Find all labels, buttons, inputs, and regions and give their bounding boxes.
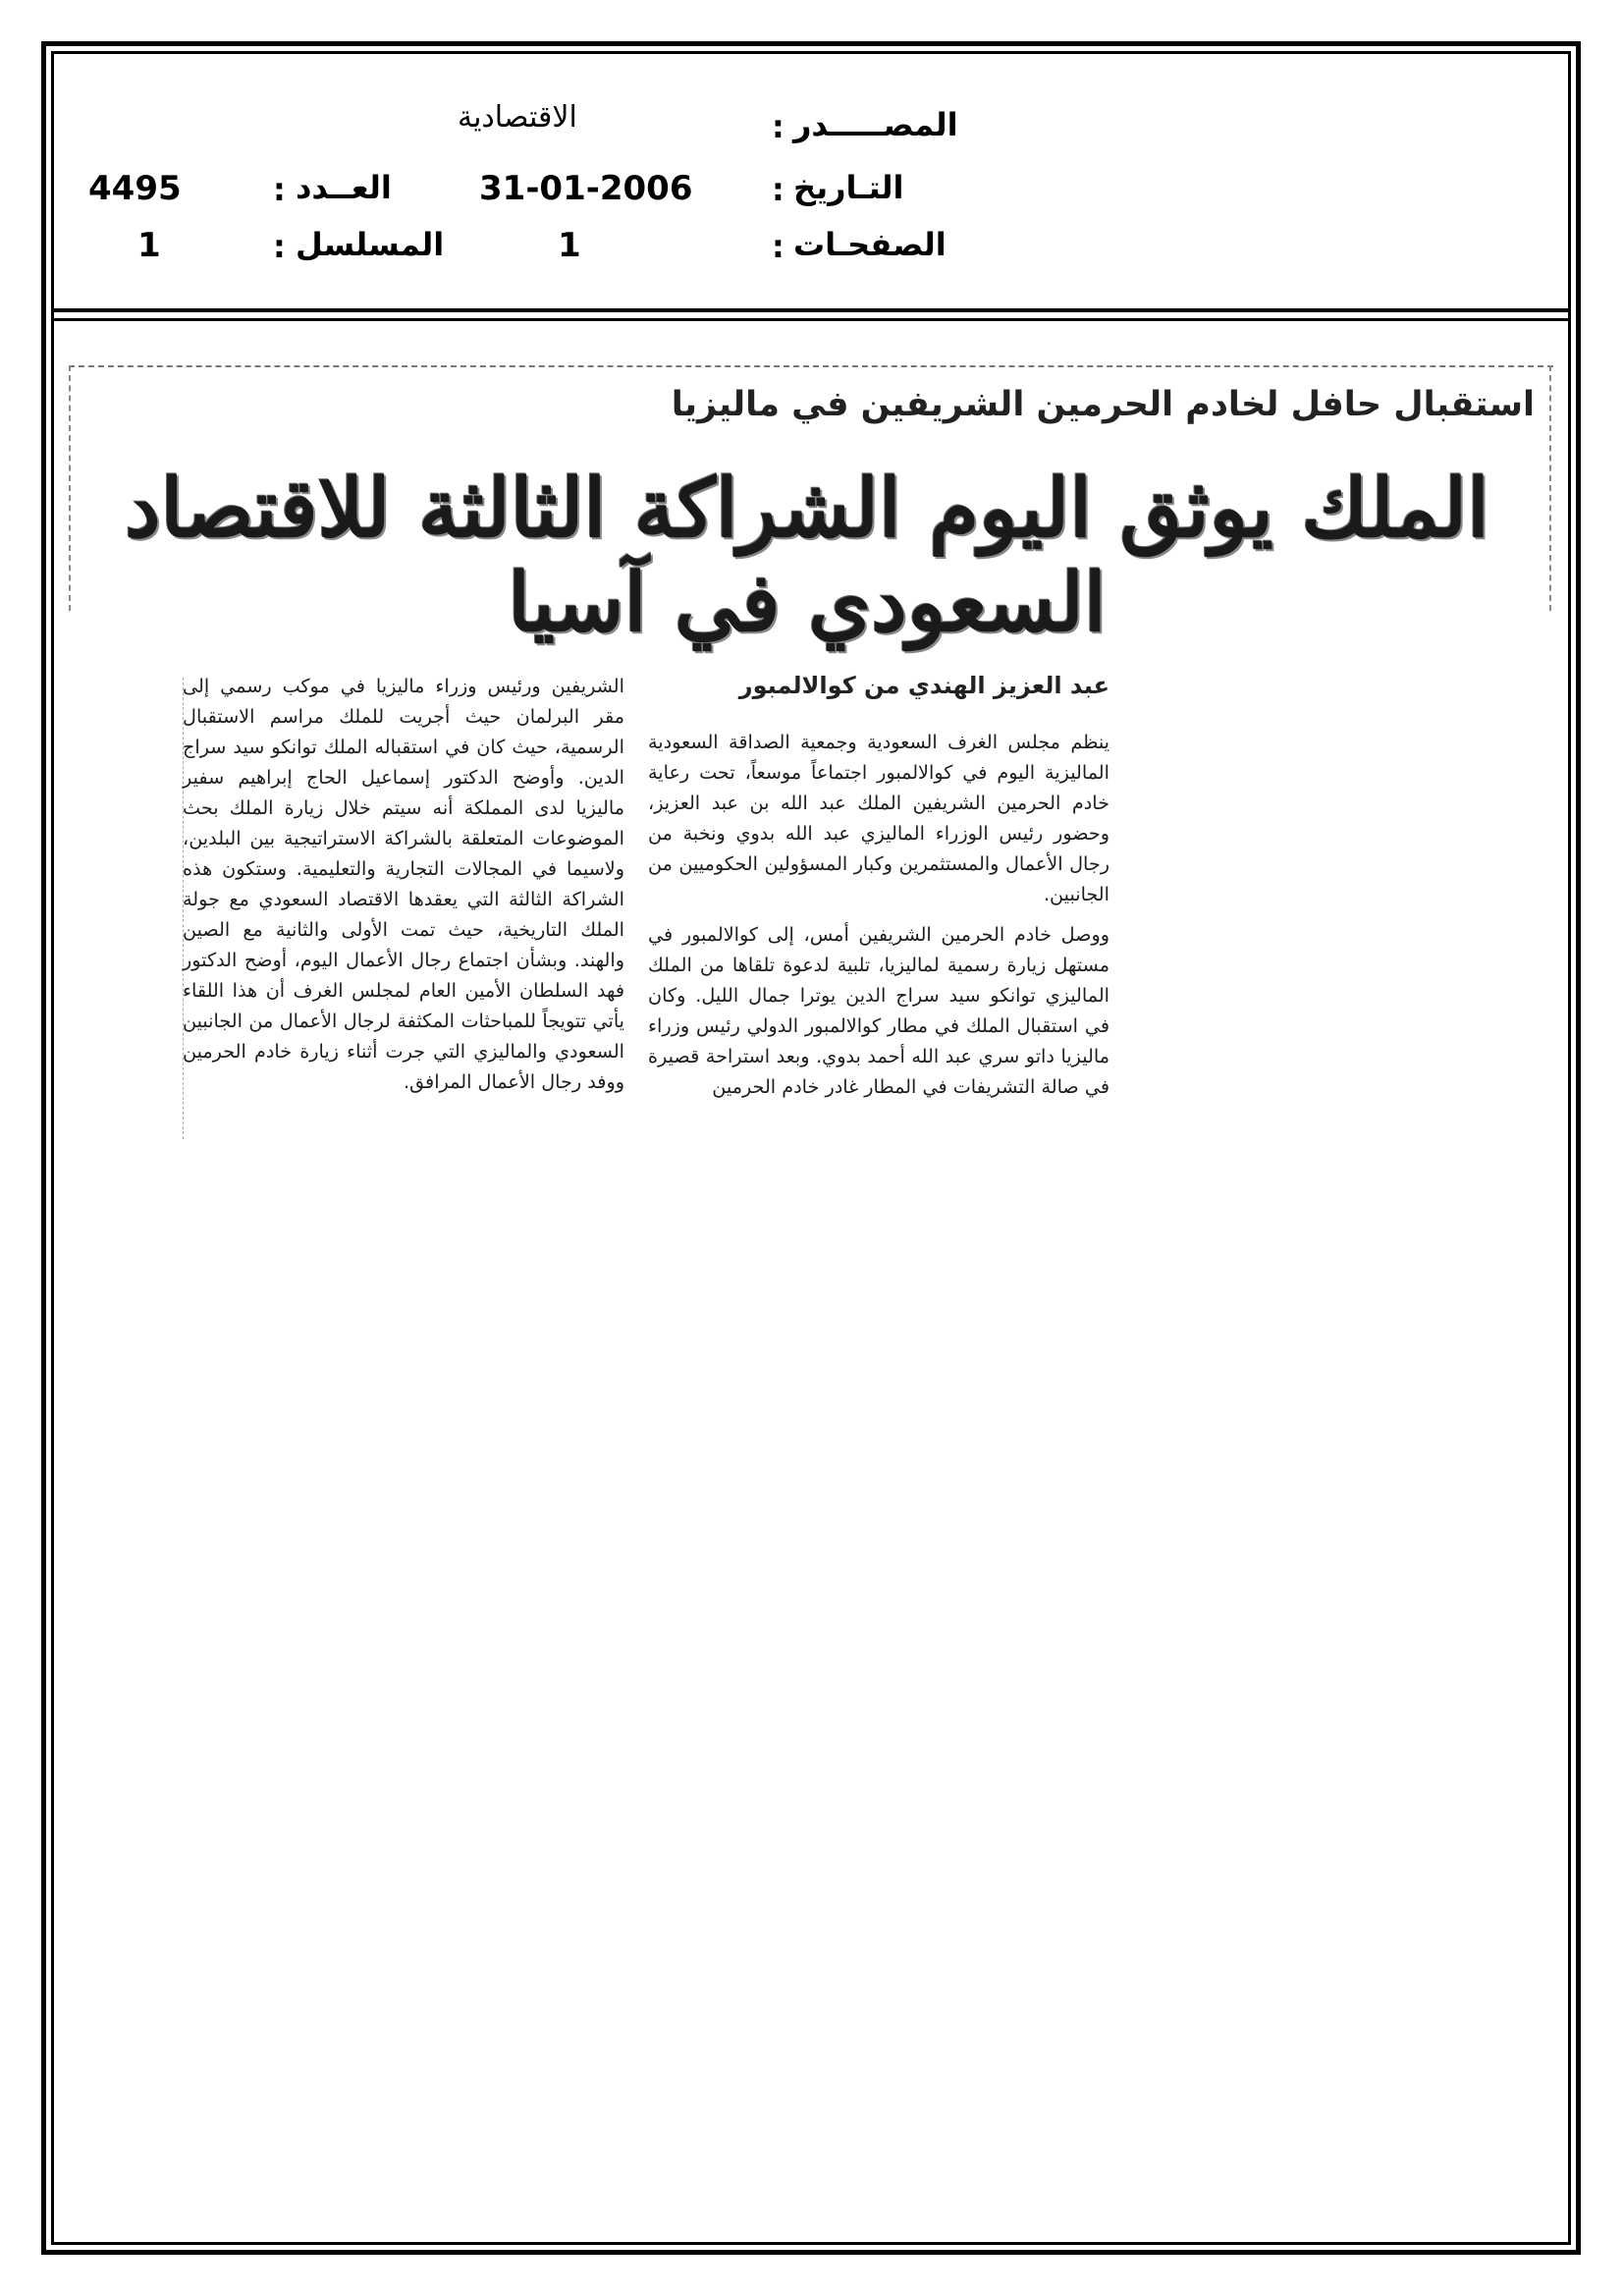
source-colon: : (772, 108, 784, 145)
article-byline: عبد العزيز الهندي من كوالالمبور (738, 672, 1109, 699)
date-label: التـاريخ (793, 169, 904, 206)
clipping-edge-top (69, 365, 1553, 367)
serial-colon: : (273, 228, 286, 265)
date-value: 31-01-2006 (479, 169, 693, 208)
paragraph: ينظم مجلس الغرف السعودية وجمعية الصداقة السعودية الماليزية اليوم في كوالالمبور اجتماعاً موسعاً، تحت رعاية خادم الحرمين الشريفين الملك عبد الله بن عبد العزيز، وحضور رئيس الوزراء الماليزي عبد الله بدوي ونخبة من رجال الأعمال والمستثمرين وكبار المسؤولين الحكوميين من الجانبين. (648, 731, 1109, 905)
paragraph: الشريفين ورئيس وزراء ماليزيا في موكب رسمي إلى مقر البرلمان حيث أجريت للملك مراسم الاستقبال الرسمية، حيث كان في استقباله الملك توانكو سيد سراج الدين. وأوضح الدكتور إسماعيل الحاج إبراهيم سفير ماليزيا لدى المملكة أنه سيتم خلال زيارة الملك بحث الموضوعات المتعلقة بالشراكة الاستراتيجية بين البلدين، ولاسيما في المجالات التجارية والتعليمية. وستكون هذه الشراكة الثالثة التي يعقدها الاقتصاد السعودي مع جولة الملك التاريخية، حيث تمت الأولى والثانية مع الصين والهند. وبشأن اجتماع رجال الأعمال اليوم، أوضح الدكتور فهد السلطان الأمين العام لمجلس الغرف أن هذا اللقاء يأتي تتويجاً للمباحثات المكثفة لرجال الأعمال من الجانبين السعودي والماليزي التي جرت أثناء زيارة خادم الحرمين ووفد رجال الأعمال المرافق. (183, 675, 624, 1093)
inner-frame (51, 51, 1571, 2245)
serial-label: المسلسل (296, 226, 445, 263)
clipping-edge-right (1549, 365, 1551, 611)
date-colon: : (772, 171, 784, 208)
article-column-right (648, 727, 1109, 1102)
article-headline: الملك يوثق اليوم الشراكة الثالثة للاقتصاد السعودي في آسيا (125, 462, 1489, 650)
header-divider (51, 308, 1571, 312)
source-label: المصـــــدر (793, 106, 958, 143)
article-column-left (183, 671, 624, 1097)
issue-colon: : (273, 171, 286, 208)
paragraph: ووصل خادم الحرمين الشريفين أمس، إلى كوالالمبور في مستهل زيارة رسمية لماليزيا، تلبية لدعوة تلقاها من الملك الماليزي توانكو سيد سراج الدين يوترا جمال الليل. وكان في استقبال الملك في مطار كوالالمبور الدولي رئيس وزراء ماليزيا داتو سري عبد الله أحمد بدوي. وبعد استراحة قصيرة في صالة التشريفات في المطار غادر خادم الحرمين (648, 923, 1109, 1098)
pages-label: الصفحـات (793, 226, 947, 263)
header-divider-inner (51, 318, 1571, 321)
pages-value: 1 (558, 226, 581, 265)
serial-value: 1 (137, 226, 161, 265)
pages-colon: : (772, 228, 784, 265)
source-value: الاقتصادية (458, 100, 577, 135)
issue-label: العــدد (296, 169, 392, 206)
issue-value: 4495 (88, 169, 182, 208)
article-kicker: استقبال حافل لخادم الحرمين الشريفين في ماليزيا (671, 385, 1535, 424)
